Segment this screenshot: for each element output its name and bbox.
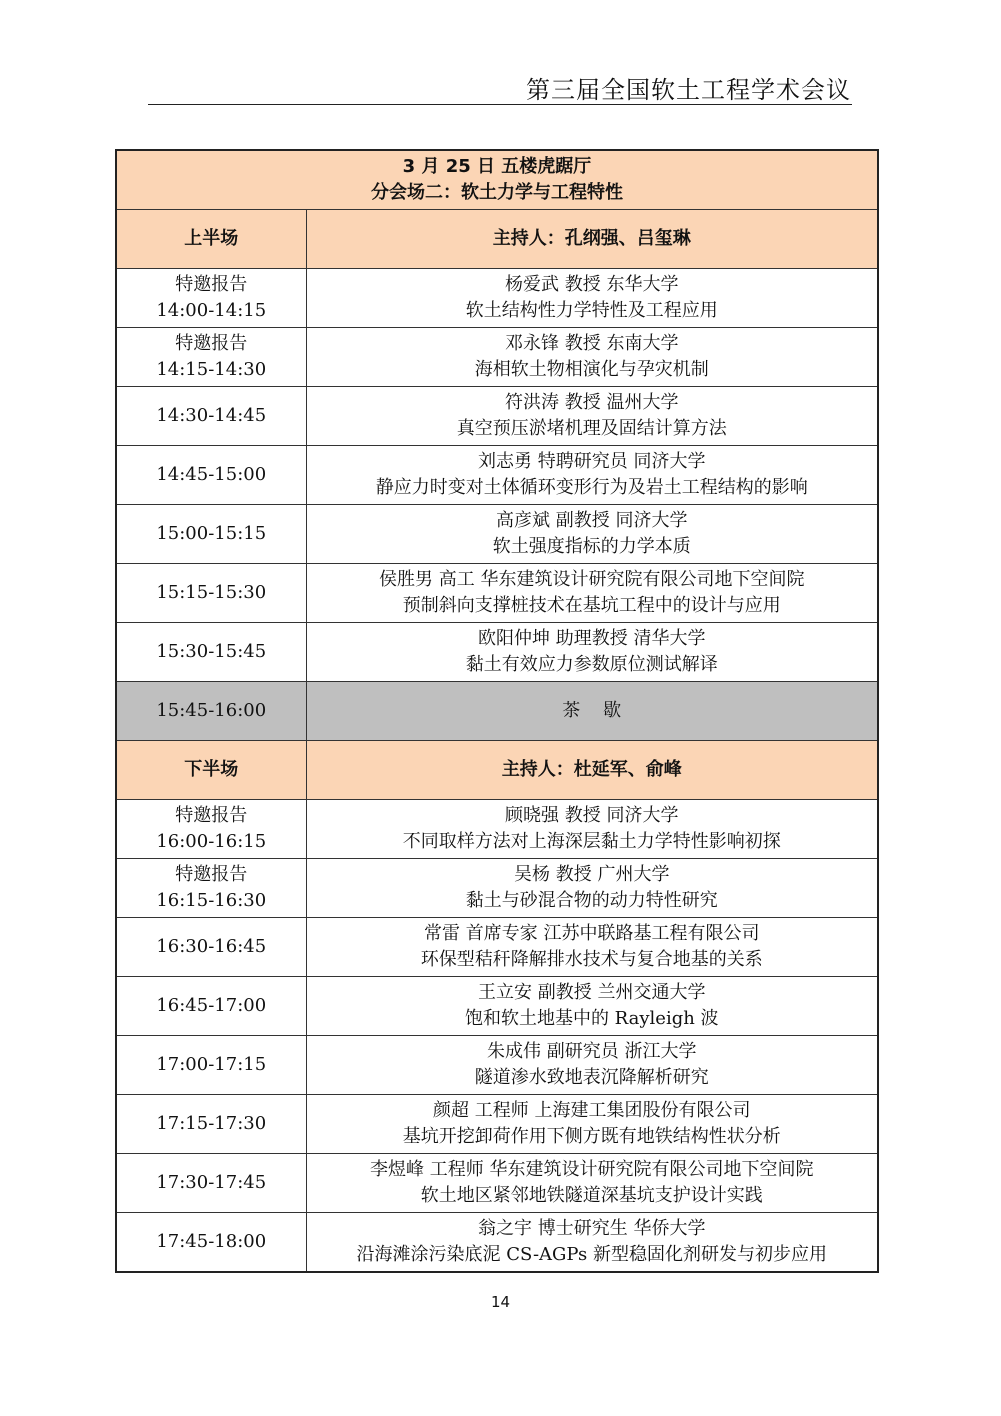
- session-name-cell: [116, 741, 306, 800]
- talk-title: 不同取样方法对上海深层黏土力学特性影响初探: [402, 831, 781, 852]
- session-header-row: [116, 741, 878, 800]
- talk-time: 16:45-17:00: [156, 995, 267, 1016]
- talk-row: [116, 1213, 878, 1273]
- talk-title: 黏土与砂混合物的动力特性研究: [465, 890, 718, 911]
- talk-time: 15:30-15:45: [156, 641, 267, 662]
- talk-time: 14:15-14:30: [156, 359, 267, 380]
- talk-speaker: 颜超 工程师 上海建工集团股份有限公司: [433, 1100, 751, 1121]
- talk-row: [116, 859, 878, 918]
- talk-time: 14:45-15:00: [156, 464, 267, 485]
- talk-detail-cell: [306, 505, 878, 564]
- talk-time-cell: [116, 328, 306, 387]
- break-label-cell: [306, 682, 878, 741]
- talk-title: 饱和软土地基中的 Rayleigh 波: [464, 1008, 719, 1029]
- talk-row: [116, 1036, 878, 1095]
- talk-title: 静应力时变对土体循环变形行为及岩土工程结构的影响: [375, 477, 808, 498]
- talk-time: 14:00-14:15: [156, 300, 267, 321]
- talk-speaker: 杨爱武 教授 东华大学: [505, 274, 679, 295]
- venue-title-row: [116, 150, 878, 210]
- program-table: [115, 149, 879, 1273]
- talk-speaker: 王立安 副教授 兰州交通大学: [478, 982, 706, 1003]
- talk-title: 基坑开挖卸荷作用下侧方既有地铁结构性状分析: [402, 1126, 781, 1147]
- talk-time-cell: [116, 387, 306, 446]
- talk-time-cell: [116, 1154, 306, 1213]
- talk-time: 16:00-16:15: [156, 831, 267, 852]
- talk-detail-cell: [306, 800, 878, 859]
- session-host: 主持人：杜延军、俞峰: [501, 759, 682, 780]
- talk-row: [116, 505, 878, 564]
- talk-detail-cell: [306, 623, 878, 682]
- talk-title: 真空预压淤堵机理及固结计算方法: [456, 418, 727, 439]
- talk-time-cell: [116, 918, 306, 977]
- talk-time-cell: [116, 564, 306, 623]
- talk-speaker: 侯胜男 高工 华东建筑设计研究院有限公司地下空间院: [379, 569, 805, 590]
- talk-row: [116, 800, 878, 859]
- break-label: 茶 歇: [562, 700, 622, 721]
- talk-detail-cell: [306, 1036, 878, 1095]
- session-host-cell: [306, 741, 878, 800]
- talk-speaker: 邓永锋 教授 东南大学: [505, 333, 679, 354]
- talk-detail-cell: [306, 918, 878, 977]
- talk-speaker: 常雷 首席专家 江苏中联路基工程有限公司: [424, 923, 760, 944]
- talk-time: 17:15-17:30: [156, 1113, 267, 1134]
- talk-time: 17:30-17:45: [156, 1172, 267, 1193]
- talk-row: [116, 1095, 878, 1154]
- talk-title: 环保型秸秆降解排水技术与复合地基的关系: [420, 949, 763, 970]
- talk-time-cell: [116, 446, 306, 505]
- session-host-cell: [306, 210, 878, 269]
- talk-row: [116, 1154, 878, 1213]
- venue-session-name: 分会场二：软土力学与工程特性: [371, 182, 623, 203]
- talk-row: [116, 623, 878, 682]
- talk-title: 黏土有效应力参数原位测试解译: [465, 654, 718, 675]
- session-header-row: [116, 210, 878, 269]
- talk-row: [116, 328, 878, 387]
- talk-detail-cell: [306, 328, 878, 387]
- talk-title: 软土地区紧邻地铁隧道深基坑支护设计实践: [420, 1185, 763, 1206]
- venue-title-cell: [116, 150, 878, 210]
- talk-speaker: 符洪涛 教授 温州大学: [505, 392, 679, 413]
- talk-detail-cell: [306, 564, 878, 623]
- talk-title: 预制斜向支撑桩技术在基坑工程中的设计与应用: [402, 595, 781, 616]
- talk-speaker: 欧阳仲坤 助理教授 清华大学: [478, 628, 706, 649]
- talk-time-cell: [116, 1095, 306, 1154]
- talk-time-cell: [116, 800, 306, 859]
- talk-title: 隧道渗水致地表沉降解析研究: [474, 1067, 709, 1088]
- talk-time-cell: [116, 1036, 306, 1095]
- talk-time-cell: [116, 1213, 306, 1273]
- talk-row: [116, 564, 878, 623]
- talk-row: [116, 918, 878, 977]
- break-time-cell: [116, 682, 306, 741]
- talk-time: 15:00-15:15: [156, 523, 267, 544]
- session-name-cell: [116, 210, 306, 269]
- talk-time: 17:00-17:15: [156, 1054, 267, 1075]
- talk-title: 沿海滩涂污染底泥 CS-AGPs 新型稳固化剂研发与初步应用: [356, 1244, 828, 1265]
- talk-speaker: 朱成伟 副研究员 浙江大学: [487, 1041, 697, 1062]
- talk-row: [116, 446, 878, 505]
- break-time: 15:45-16:00: [156, 700, 267, 721]
- talk-time-cell: [116, 977, 306, 1036]
- talk-time: 17:45-18:00: [156, 1231, 267, 1252]
- talk-speaker: 翁之宇 博士研究生 华侨大学: [478, 1218, 706, 1239]
- talk-time: 16:30-16:45: [156, 936, 267, 957]
- talk-time: 15:15-15:30: [156, 582, 267, 603]
- talk-speaker: 高彦斌 副教授 同济大学: [496, 510, 688, 531]
- talk-time-cell: [116, 859, 306, 918]
- talk-speaker: 李煜峰 工程师 华东建筑设计研究院有限公司地下空间院: [370, 1159, 814, 1180]
- invited-talk-label: 特邀报告: [175, 864, 248, 885]
- talk-speaker: 吴杨 教授 广州大学: [514, 864, 670, 885]
- talk-row: [116, 269, 878, 328]
- talk-detail-cell: [306, 446, 878, 505]
- talk-title: 软土结构性力学特性及工程应用: [465, 300, 718, 321]
- invited-talk-label: 特邀报告: [175, 274, 248, 295]
- talk-detail-cell: [306, 1154, 878, 1213]
- talk-row: [116, 977, 878, 1036]
- page-number: 14: [490, 1293, 511, 1311]
- header-divider: [148, 104, 852, 105]
- talk-detail-cell: [306, 387, 878, 446]
- session-name: 下半场: [184, 759, 239, 780]
- talk-detail-cell: [306, 859, 878, 918]
- invited-talk-label: 特邀报告: [175, 333, 248, 354]
- talk-detail-cell: [306, 1095, 878, 1154]
- talk-time-cell: [116, 269, 306, 328]
- talk-detail-cell: [306, 977, 878, 1036]
- session-host: 主持人：孔纲强、吕玺琳: [492, 228, 691, 249]
- talk-time-cell: [116, 505, 306, 564]
- talk-title: 海相软土物相演化与孕灾机制: [474, 359, 709, 380]
- invited-talk-label: 特邀报告: [175, 805, 248, 826]
- talk-time: 16:15-16:30: [156, 890, 267, 911]
- talk-speaker: 刘志勇 特聘研究员 同济大学: [478, 451, 706, 472]
- talk-row: [116, 387, 878, 446]
- talk-speaker: 顾晓强 教授 同济大学: [505, 805, 679, 826]
- talk-detail-cell: [306, 269, 878, 328]
- talk-time: 14:30-14:45: [156, 405, 267, 426]
- tea-break-row: [116, 682, 878, 741]
- talk-time-cell: [116, 623, 306, 682]
- talk-detail-cell: [306, 1213, 878, 1273]
- session-name: 上半场: [184, 228, 239, 249]
- venue-date-room: 3 月 25 日 五楼虎踞厅: [402, 156, 592, 177]
- document-header-title: 第三届全国软土工程学术会议: [526, 76, 851, 104]
- talk-title: 软土强度指标的力学本质: [492, 536, 691, 557]
